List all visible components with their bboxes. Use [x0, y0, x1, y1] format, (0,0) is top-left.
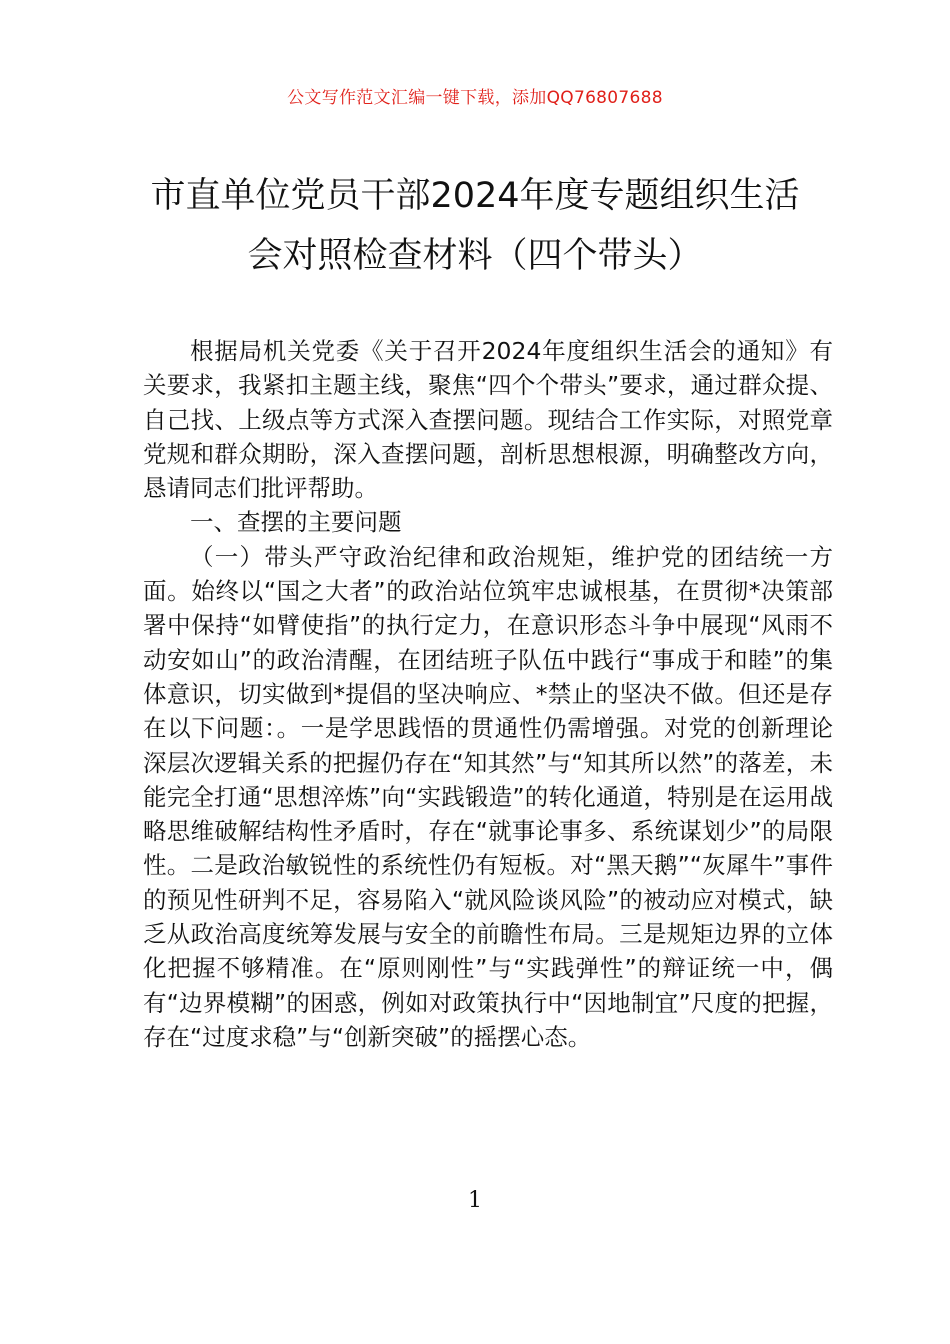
document-title	[100, 166, 850, 286]
title-line-1: 市直单位党员干部2024年度专题组织生活	[150, 176, 800, 216]
document-body	[143, 334, 833, 1054]
title-line-2: 会对照检查材料（四个带头）	[247, 236, 703, 276]
header-watermark[interactable]: 公文写作范文汇编一键下载，添加QQ76807688	[287, 88, 663, 108]
section-heading: 一、查摆的主要问题	[190, 508, 402, 537]
page-number: 1	[468, 1188, 482, 1213]
intro-paragraph: 根据局机关党委《关于召开2024年度组织生活会的通知》有关要求，我紧扣主题主线，聚焦“四个个带头”要求，通过群众提、自己找、上级点等方式深入查摆问题。现结合工作实际，对照党章党规和群众期盼，深入查摆问题，剖析思想根源，明确整改方向，恳请同志们批评帮助。	[143, 337, 833, 503]
body-paragraph: （一）带头严守政治纪律和政治规矩，维护党的团结统一方面。始终以“国之大者”的政治站位筑牢忠诚根基，在贯彻*决策部署中保持“如臂使指”的执行定力，在意识形态斗争中展现“风雨不动安如山”的政治清醒，在团结班子队伍中践行“事成于和睦”的集体意识，切实做到*提倡的坚决响应、*禁止的坚决不做。但还是存在以下问题：。一是学思践悟的贯通性仍需增强。对党的创新理论深层次逻辑关系的把握仍存在“知其然”与“知其所以然”的落差，未能完全打通“思想淬炼”向“实践锻造”的转化通道，特别是在运用战略思维破解结构性矛盾时，存在“就事论事多、系统谋划少”的局限性。二是政治敏锐性的系统性仍有短板。对“黑天鹅”“灰犀牛”事件的预见性研判不足，容易陷入“就风险谈风险”的被动应对模式，缺乏从政治高度统筹发展与安全的前瞻性布局。三是规矩边界的立体化把握不够精准。在“原则刚性”与“实践弹性”的辩证统一中，偶有“边界模糊”的困惑，例如对政策执行中“因地制宜”尺度的把握，存在“过度求稳”与“创新突破”的摇摆心态。	[143, 542, 833, 1051]
